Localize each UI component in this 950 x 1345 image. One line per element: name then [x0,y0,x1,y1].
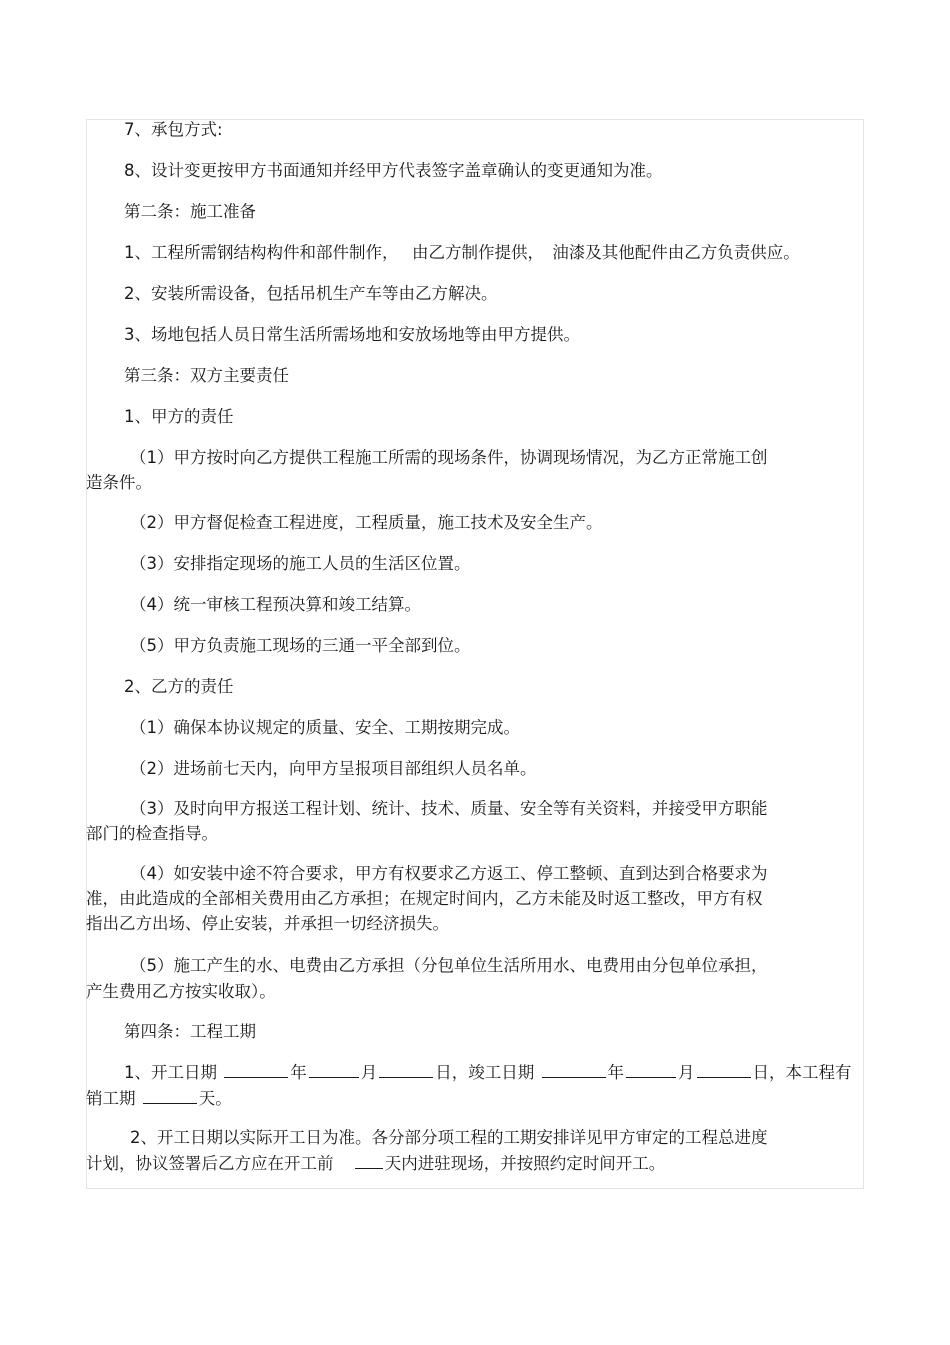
entry-days-blank [355,1154,383,1169]
party-b-item-1: （1）确保本协议规定的质量、安全、工期按期完成。 [130,718,520,737]
party-b-item-4-line-3: 指出乙方出场、停止安装，并承担一切经济损失。 [86,914,449,933]
start-year-blank [224,1063,288,1078]
article-2-item-1: 1、工程所需钢结构构件和部件制作， 由乙方制作提供， 油漆及其他配件由乙方负责供应。 [124,243,800,262]
party-b-heading: 2、乙方的责任 [124,677,234,696]
end-year-unit: 年 [607,1063,624,1082]
duration-days-blank [143,1089,197,1104]
party-b-item-5-line-2: 产生费用乙方按实收取）。 [86,982,276,1001]
party-b-item-2: （2）进场前七天内，向甲方呈报项目部组织人员名单。 [130,759,537,778]
party-a-item-1-line-1: （1）甲方按时向乙方提供工程施工所需的现场条件，协调现场情况，为乙方正常施工创 [130,448,768,467]
article-2-item-2: 2、安装所需设备，包括吊机生产车等由乙方解决。 [124,284,498,303]
end-month-blank [626,1063,676,1078]
schedule-para-prefix: 计划，协议签署后乙方应在开工前 [86,1154,334,1173]
party-a-item-5: （5）甲方负责施工现场的三通一平全部到位。 [130,636,471,655]
end-year-blank [542,1063,606,1078]
start-month-blank [309,1063,359,1078]
schedule-para-suffix: 天内进驻现场，并按照约定时间开工。 [384,1154,666,1173]
schedule-para-line-2 [86,1152,665,1176]
duration-suffix: 天。 [198,1089,232,1108]
party-b-item-3-line-2: 部门的检查指导。 [86,824,218,843]
construction-period-line [124,1061,852,1085]
start-day-blank [379,1063,433,1078]
start-year-unit: 年 [290,1063,307,1082]
clause-8-design-change: 8、设计变更按甲方书面通知并经甲方代表签字盖章确认的变更通知为准。 [124,161,663,180]
party-b-item-3-line-1: （3）及时向甲方报送工程计划、统计、技术、质量、安全等有关资料，并接受甲方职能 [130,799,768,818]
end-month-unit: 月 [678,1063,695,1082]
article-3-heading: 第三条：双方主要责任 [124,366,289,385]
party-b-item-4-line-1: （4）如安装中途不符合要求，甲方有权要求乙方返工、停工整顿、直到达到合格要求为 [130,864,768,883]
party-a-item-3: （3）安排指定现场的施工人员的生活区位置。 [130,554,471,573]
party-a-heading: 1、甲方的责任 [124,407,234,426]
schedule-para-line-1: 2、开工日期以实际开工日为准。各分部分项工程的工期安排详见甲方审定的工程总进度 [130,1128,768,1147]
clause-7-contract-method: 7、承包方式: [124,120,223,139]
party-a-item-2: （2）甲方督促检查工程进度，工程质量，施工技术及安全生产。 [130,513,603,532]
start-date-label: 1、开工日期 [124,1063,217,1082]
start-month-unit: 月 [360,1063,378,1082]
duration-prefix: 销工期 [86,1089,136,1108]
party-b-item-5-line-1: （5）施工产生的水、电费由乙方承担（分包单位生活所用水、电费用由分包单位承担， [130,956,768,975]
party-a-item-1-line-2: 造条件。 [86,473,152,492]
construction-period-line-2 [86,1087,232,1111]
article-4-heading: 第四条：工程工期 [124,1022,256,1041]
end-day-blank [697,1063,751,1078]
party-b-item-4-line-2: 准，由此造成的全部相关费用由乙方承担；在规定时间内，乙方未能及时返工整改，甲方有权 [86,889,763,908]
party-a-item-4: （4）统一审核工程预决算和竣工结算。 [130,595,421,614]
completion-date-label: 日，竣工日期 [435,1063,535,1082]
project-duration-label: 日，本工程有 [752,1063,852,1082]
article-2-heading: 第二条：施工准备 [124,202,256,221]
article-2-item-3: 3、场地包括人员日常生活所需场地和安放场地等由甲方提供。 [124,325,580,344]
